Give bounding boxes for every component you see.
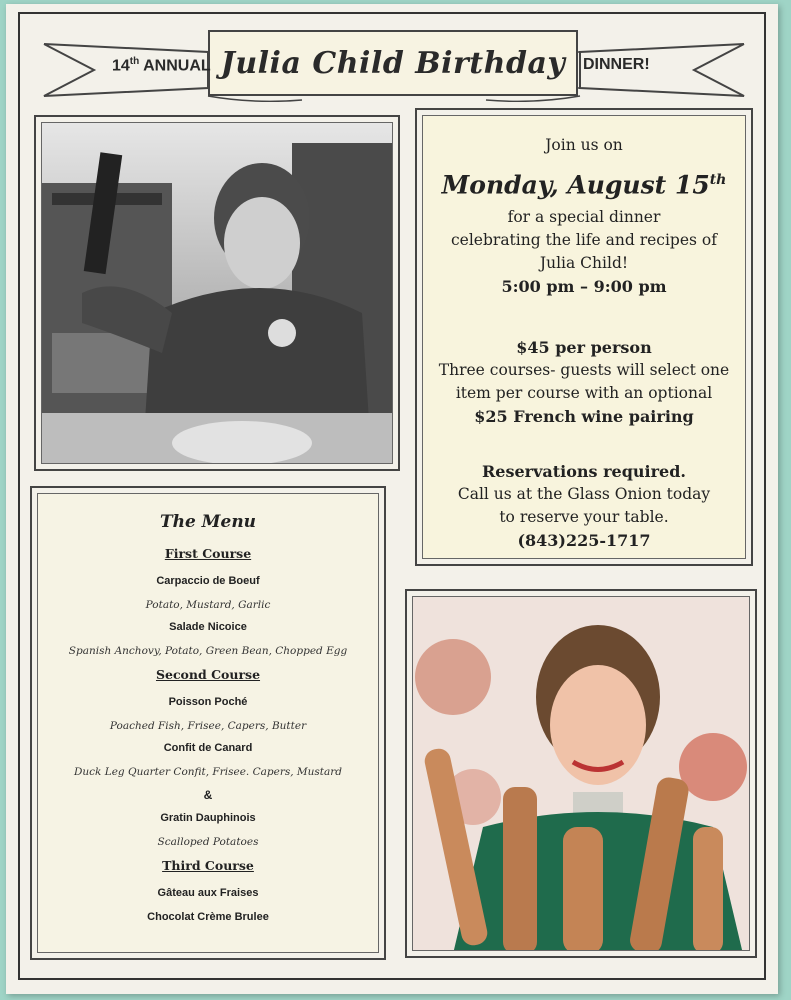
event-date-ordinal: th [709, 172, 727, 188]
second-course-heading: Second Course [155, 667, 261, 682]
courses-line-1: Three courses- guests will select one [438, 361, 730, 380]
event-title: Julia Child Birthday [220, 45, 566, 81]
third-course-heading: Third Course [162, 858, 254, 873]
menu-title: The Menu [159, 512, 257, 532]
menu-dish: Gâteau aux Fraises [157, 887, 259, 899]
courses-line-2: item per course with an optional [455, 384, 713, 403]
menu-dish: Carpaccio de Boeuf [156, 575, 260, 587]
menu-dish: Salade Nicoice [169, 621, 247, 633]
banner-annual-label [112, 56, 211, 75]
menu-dish: Poisson Poché [168, 696, 248, 708]
description-line-1: for a special dinner [507, 208, 661, 227]
menu-dish: Chocolat Crème Brulee [147, 911, 269, 923]
call-line-1: Call us at the Glass Onion today [457, 485, 711, 504]
menu-dish: Gratin Dauphinois [160, 812, 256, 824]
join-text: Join us on [545, 136, 623, 154]
photo-julia-rolling-pins [412, 596, 750, 951]
first-course-heading: First Course [164, 546, 252, 561]
photo-julia-knife [41, 122, 393, 464]
price: $45 per person [516, 338, 652, 358]
description-line-3: Julia Child! [539, 254, 629, 273]
annual-ordinal: th [129, 56, 140, 67]
event-time: 5:00 pm – 9:00 pm [501, 277, 667, 297]
description-line-2: celebrating the life and recipes of [451, 231, 717, 250]
event-date-text: Monday, August 15 [441, 170, 710, 200]
photo-julia-knife-frame [34, 115, 400, 471]
menu-dish-description: Spanish Anchovy, Potato, Green Bean, Chopped Egg [68, 645, 348, 657]
menu-dish-description: Potato, Mustard, Garlic [145, 599, 271, 611]
menu-box [30, 486, 386, 960]
menu-dish-description: Poached Fish, Frisee, Capers, Butter [109, 720, 307, 732]
photo-julia-rolling-pins-image [413, 597, 750, 951]
reservations-notice: Reservations required. [482, 462, 686, 482]
phone-number: (843)225-1717 [517, 531, 651, 551]
spacer [423, 298, 745, 336]
menu-dish: Confit de Canard [163, 742, 253, 754]
menu-ampersand: & [203, 788, 213, 802]
spacer [423, 428, 745, 460]
annual-word: ANNUAL [139, 57, 211, 75]
call-line-2: to reserve your table. [499, 508, 669, 527]
photo-julia-knife-image [42, 123, 393, 464]
photo-julia-rolling-pins-frame [405, 589, 757, 958]
menu-dish-description: Duck Leg Quarter Confit, Frisee. Capers, Mustard [73, 766, 343, 778]
banner-dinner-label: DINNER! [583, 56, 650, 73]
wine-pairing: $25 French wine pairing [474, 407, 694, 427]
event-info-box [415, 108, 753, 566]
event-date [423, 165, 745, 200]
event-info-content [422, 115, 746, 559]
menu-content [37, 493, 379, 953]
menu-dish-description: Scalloped Potatoes [157, 836, 259, 848]
banner-title-ribbon [208, 30, 578, 96]
annual-number: 14 [112, 57, 130, 75]
